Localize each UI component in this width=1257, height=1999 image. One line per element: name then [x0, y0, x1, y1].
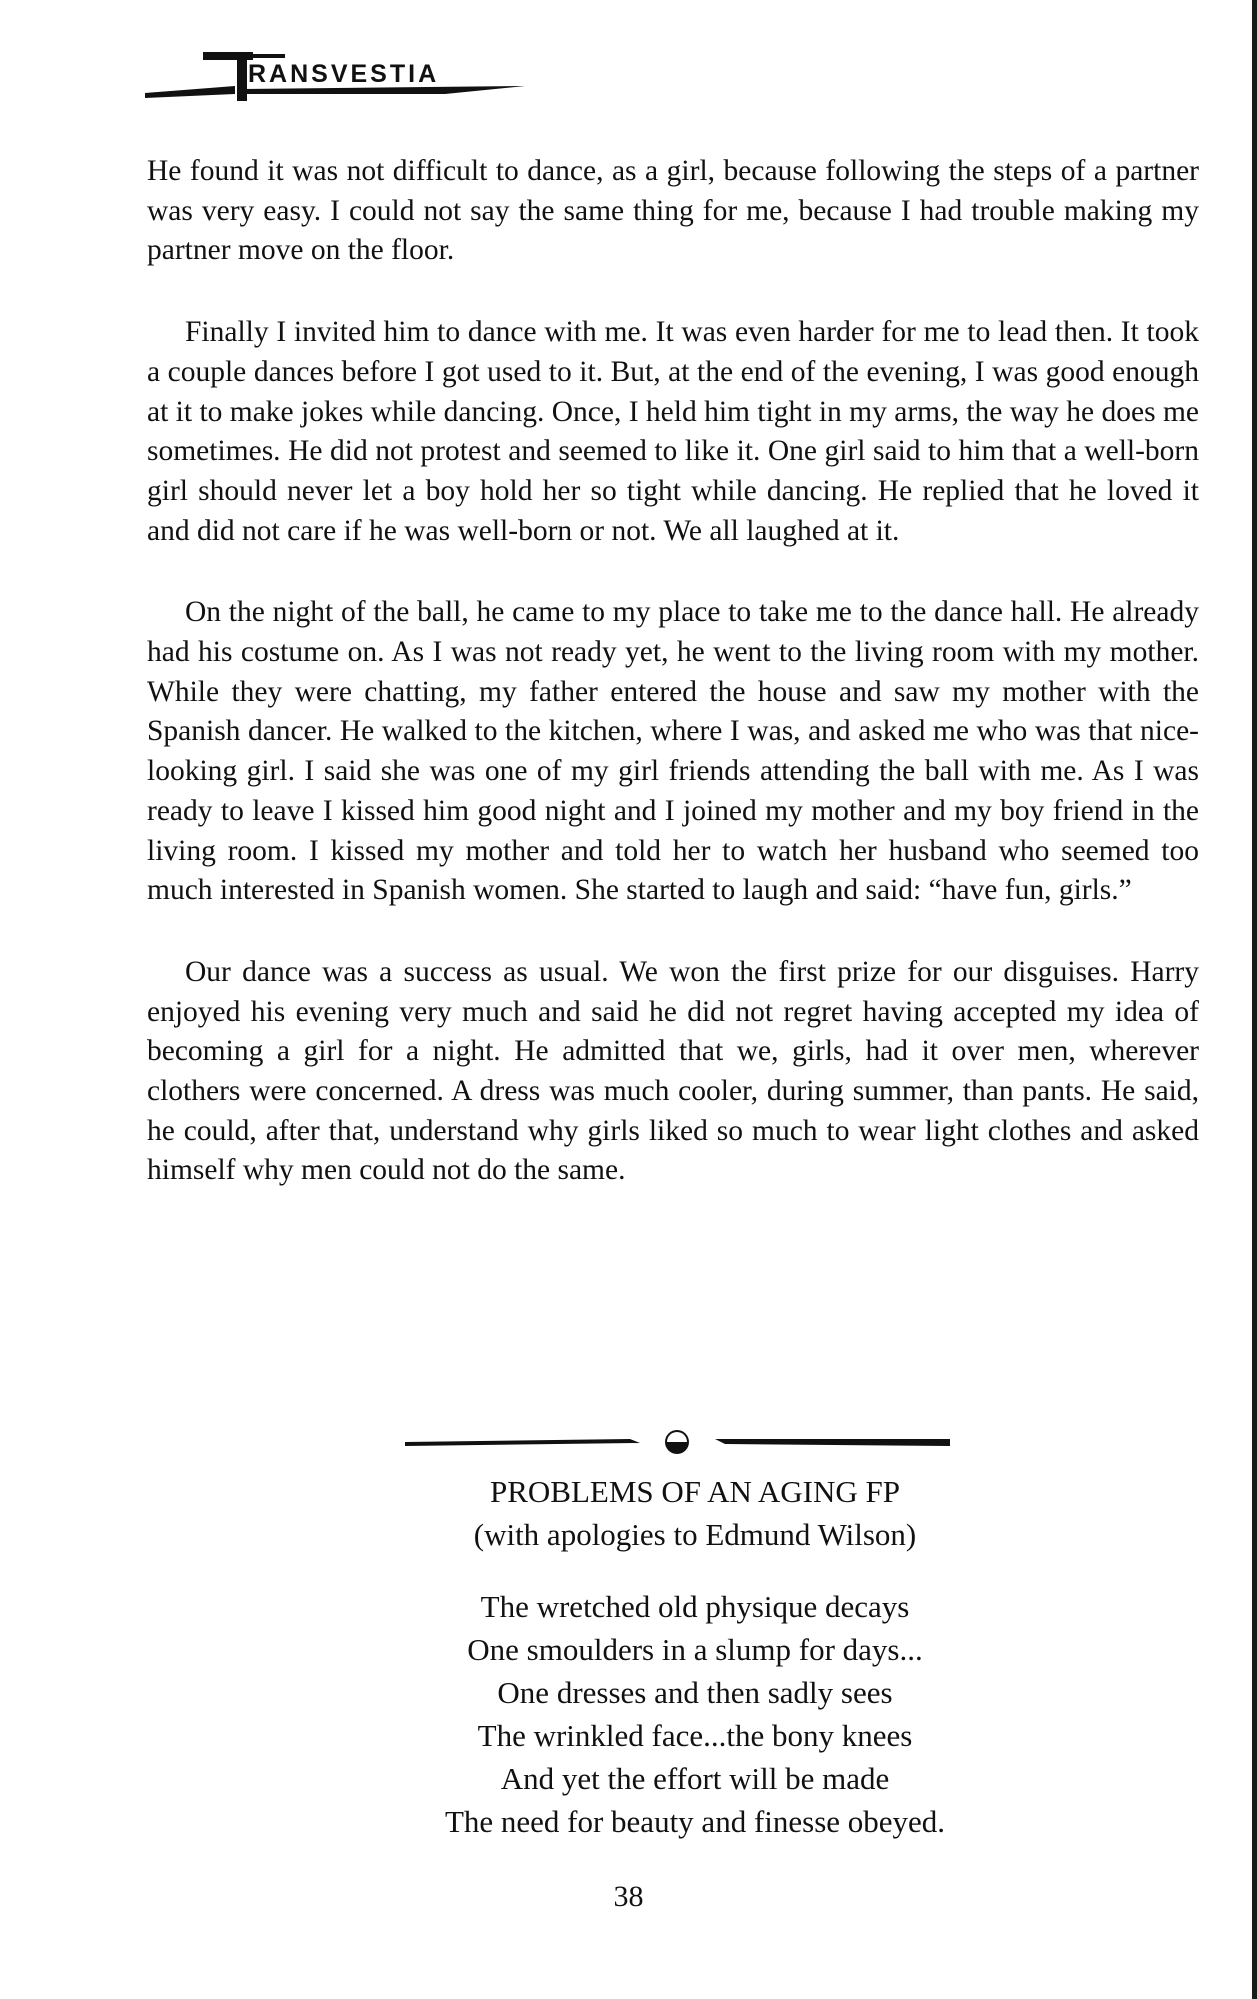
poem-subtitle: (with apologies to Edmund Wilson) [473, 1517, 917, 1552]
page-edge [1252, 0, 1257, 1999]
running-header [145, 38, 525, 113]
poem-line: The wretched old physique decays [480, 1589, 910, 1624]
poem-line: One dresses and then sadly sees [497, 1675, 893, 1710]
poem-line: The need for beauty and finesse obeyed. [444, 1804, 946, 1839]
poem-title: PROBLEMS OF AN AGING FP [490, 1474, 900, 1509]
page-number: 38 [613, 1880, 644, 1913]
paragraph-4: Our dance was a success as usual. We won the first prize for our disguises. Harry enjoyed his evening very much and said he did not regret having accepted my idea of becoming a girl for a night. He admitted that we, girls, had it over men, wherever clothers were concerned. A dress was much cooler, during summer, than pants. He said, he could, after that, understand why girls liked so much to wear light clothes and asked himself why men could not do the same. [147, 955, 1199, 1187]
article-body [147, 152, 1199, 1233]
paragraph-3: On the night of the ball, he came to my place to take me to the dance hall. He already had his costume on. As I was not ready yet, he went to the living room with my mother. While they were chatting, my father entered the house and saw my mother with the Spanish dancer. He walked to the kitchen, where I was, and asked me who was that nice-looking girl. I said she was one of my girl friends attending the ball with me. As I was ready to leave I kissed him good night and I joined my mother and my boy friend in the living room. I kissed my mother and told her to watch her husband who seemed too much interested in Spanish women. She started to laugh and said: “have fun, girls.” [147, 596, 1199, 907]
poem-line: One smoulders in a slump for days... [467, 1632, 923, 1667]
section-divider [405, 1425, 950, 1455]
header-title: RANSVESTIA [248, 60, 440, 88]
poem-line: And yet the effort will be made [500, 1761, 890, 1796]
paragraph-1: He found it was not difficult to dance, as a girl, because following the steps of a partner was very easy. I could not say the same thing for me, because I had trouble making my partner move on the floor. [147, 155, 1199, 267]
divider-ornament-icon [405, 1425, 950, 1455]
poem-line: The wrinkled face...the bony knees [477, 1718, 913, 1753]
paragraph-2: Finally I invited him to dance with me. It was even harder for me to lead then. It took a couple dances before I got used to it. But, at the end of the evening, I was good enough at it to make jokes while dancing. Once, I held him tight in my arms, the way he does me sometimes. He did not protest and seemed to like it. One girl said to him that a well-born girl should never let a boy hold her so tight while dancing. He replied that he loved it and did not care if he was well-born or not. We all laughed at it. [147, 316, 1199, 547]
poem [300, 1470, 1090, 1843]
